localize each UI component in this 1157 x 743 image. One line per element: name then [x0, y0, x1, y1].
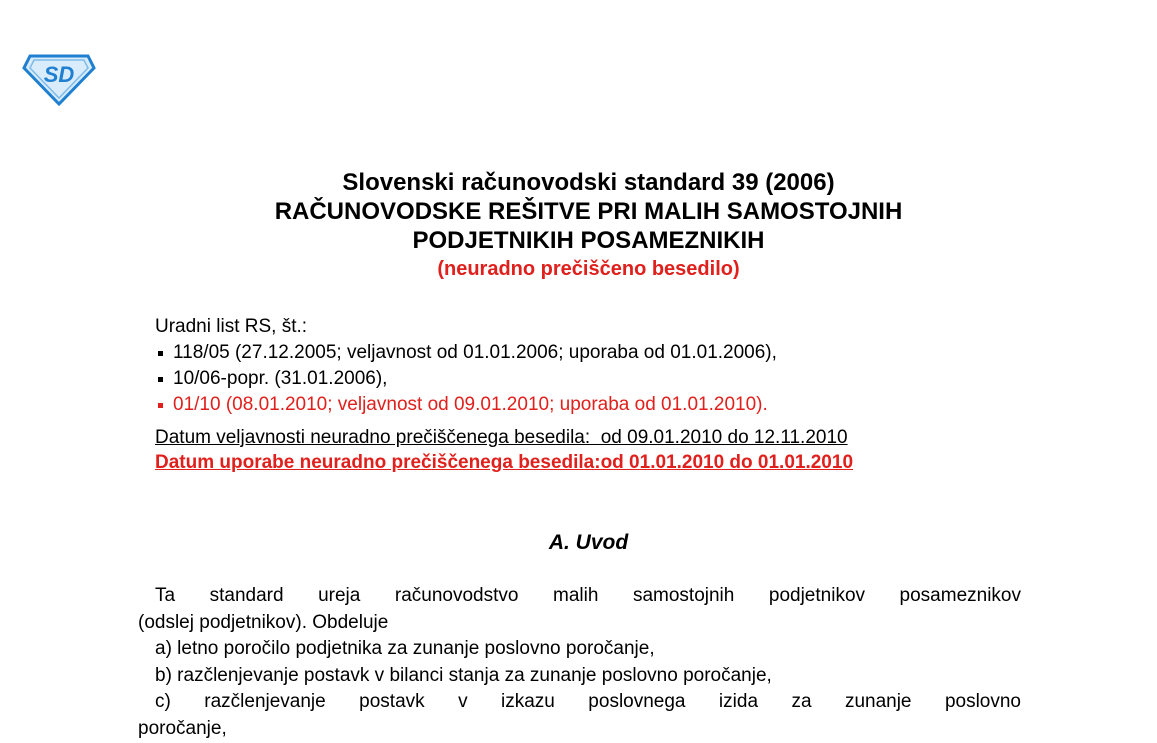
sd-diamond-logo-icon [22, 50, 96, 106]
square-bullet-icon [158, 377, 163, 382]
square-bullet-icon [158, 351, 163, 356]
gazette-item-text: 118/05 (27.12.2005; veljavnost od 01.01.2006; uporaba od 01.01.2006), [173, 342, 777, 363]
usage-date-line: Datum uporabe neuradno prečiščenega besedila:od 01.01.2010 do 01.01.2010 [155, 452, 854, 473]
gazette-item [155, 340, 777, 366]
svg-text:SD: SD [43, 62, 75, 87]
gazette-item [155, 392, 777, 418]
validity-date-line: Datum veljavnosti neuradno prečiščenega besedila: od 09.01.2010 do 12.11.2010 [155, 427, 848, 448]
list-item-b: b) razčlenjevanje postavk v bilanci stanja za zunanje poslovno poročanje, [155, 664, 772, 686]
logo [22, 50, 96, 106]
gazette-item-text: 01/10 (08.01.2010; veljavnost od 09.01.2010; uporaba od 01.01.2010). [173, 394, 768, 415]
title-line-2: RAČUNOVODSKE REŠITVE PRI MALIH SAMOSTOJNIH [274, 198, 903, 225]
document-subtitle: (neuradno prečiščeno besedilo) [437, 258, 740, 280]
square-bullet-icon [158, 403, 163, 408]
title-line-3: PODJETNIKIH POSAMEZNIKIH [412, 227, 765, 254]
gazette-references [155, 314, 777, 418]
list-item-a: a) letno poročilo podjetnika za zunanje poslovno poročanje, [155, 638, 655, 659]
document-title [0, 168, 1157, 283]
gazette-heading: Uradni list RS, št.: [155, 316, 308, 337]
gazette-list [155, 340, 777, 418]
gazette-item-text: 10/06-popr. (31.01.2006), [173, 368, 388, 389]
section-heading: A. Uvod [548, 531, 629, 554]
paragraph-line: Ta standard ureja računovodstvo malih samostojnih podjetnikov posameznikov [155, 585, 1021, 606]
paragraph-line: (odslej podjetnikov). Obdeluje [138, 611, 389, 633]
list-item-c-continued: poročanje, [138, 717, 227, 739]
list-item-c: c) razčlenjevanje postavk v izkazu poslovnega izida za zunanje poslovno [155, 691, 1021, 712]
gazette-item [155, 366, 777, 392]
title-line-1: Slovenski računovodski standard 39 (2006) [342, 169, 835, 196]
section-body [138, 583, 1021, 742]
